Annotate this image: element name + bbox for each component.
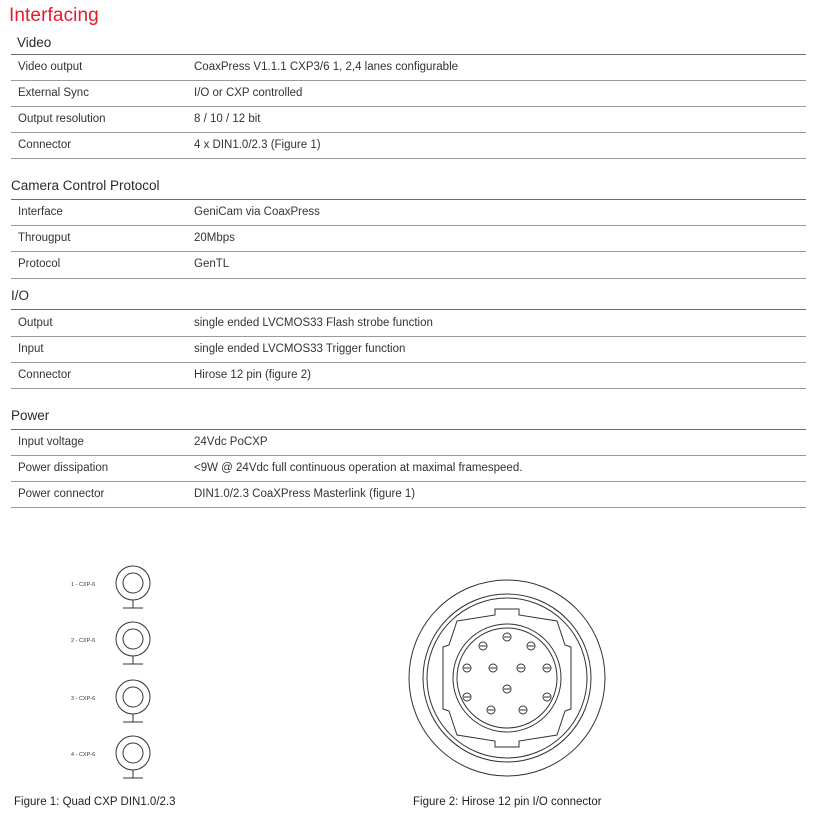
section-title-power: Power [11,408,50,423]
row-divider [11,158,806,159]
row-value: GeniCam via CoaxPress [194,206,320,218]
row-divider [11,336,806,337]
row-value: 24Vdc PoCXP [194,436,268,448]
row-divider [11,251,806,252]
row-label: Output resolution [18,113,106,125]
section-title-io: I/O [11,288,30,303]
row-value: single ended LVCMOS33 Flash strobe function [194,317,433,329]
row-divider [11,132,806,133]
row-divider [11,106,806,107]
row-label: Video output [18,61,83,73]
row-divider [11,278,806,279]
pin-icon [527,642,535,650]
connector-label: 4 - CXP-6 [71,752,96,758]
figure2-caption: Figure 2: Hirose 12 pin I/O connector [413,796,602,808]
row-value: GenTL [194,258,230,270]
cxp-connector-icon [116,566,150,608]
row-value: single ended LVCMOS33 Trigger function [194,343,406,355]
connector-label: 3 - CXP-6 [71,696,96,702]
pin-icon [519,706,527,714]
pin-icon [487,706,495,714]
section-title-camera-control: Camera Control Protocol [11,178,160,193]
connector-label: 1 - CXP-6 [71,582,96,588]
cxp-connector-icon [116,622,150,664]
pin-icon [503,685,511,693]
connector-label: 2 - CXP-6 [71,638,96,644]
row-divider [11,507,806,508]
row-label: Interface [18,206,63,218]
row-divider [11,388,806,389]
row-value: 4 x DIN1.0/2.3 (Figure 1) [194,139,321,151]
row-label: Power connector [18,488,105,500]
figure1-quad-cxp-drawing [60,560,170,785]
row-divider [11,362,806,363]
pin-icon [489,664,497,672]
row-label: Connector [18,369,72,381]
row-divider [11,455,806,456]
figure2-hirose-connector-drawing [405,575,610,785]
section-divider [11,429,806,430]
page-title: Interfacing [9,5,99,26]
row-label: Connector [18,139,72,151]
row-value: 20Mbps [194,232,235,244]
pin-icon [463,664,471,672]
section-title-video: Video [17,35,52,50]
row-value: 8 / 10 / 12 bit [194,113,261,125]
pin-icon [517,664,525,672]
row-value: CoaxPress V1.1.1 CXP3/6 1, 2,4 lanes configurable [194,61,459,73]
row-label: Input voltage [18,436,84,448]
row-value: DIN1.0/2.3 CoaXPress Masterlink (figure 1) [194,488,416,500]
row-divider [11,80,806,81]
section-divider [11,54,806,55]
figure1-caption: Figure 1: Quad CXP DIN1.0/2.3 [14,796,176,808]
pin-icon [479,642,487,650]
section-divider [11,309,806,310]
row-label: External Sync [18,87,89,99]
pin-icon [503,633,511,641]
row-divider [11,481,806,482]
pin-icon [543,664,551,672]
row-label: Input [18,343,44,355]
row-value: Hirose 12 pin (figure 2) [194,369,311,381]
row-value: <9W @ 24Vdc full continuous operation at maximal framespeed. [194,462,523,474]
cxp-connector-icon [116,680,150,722]
cxp-connector-icon [116,736,150,778]
row-value: I/O or CXP controlled [194,87,303,99]
row-label: Power dissipation [18,462,109,474]
row-label: Througput [18,232,71,244]
section-divider [11,199,806,200]
row-divider [11,225,806,226]
row-label: Protocol [18,258,61,270]
row-label: Output [18,317,53,329]
pin-icon [463,693,471,701]
pin-icon [543,693,551,701]
